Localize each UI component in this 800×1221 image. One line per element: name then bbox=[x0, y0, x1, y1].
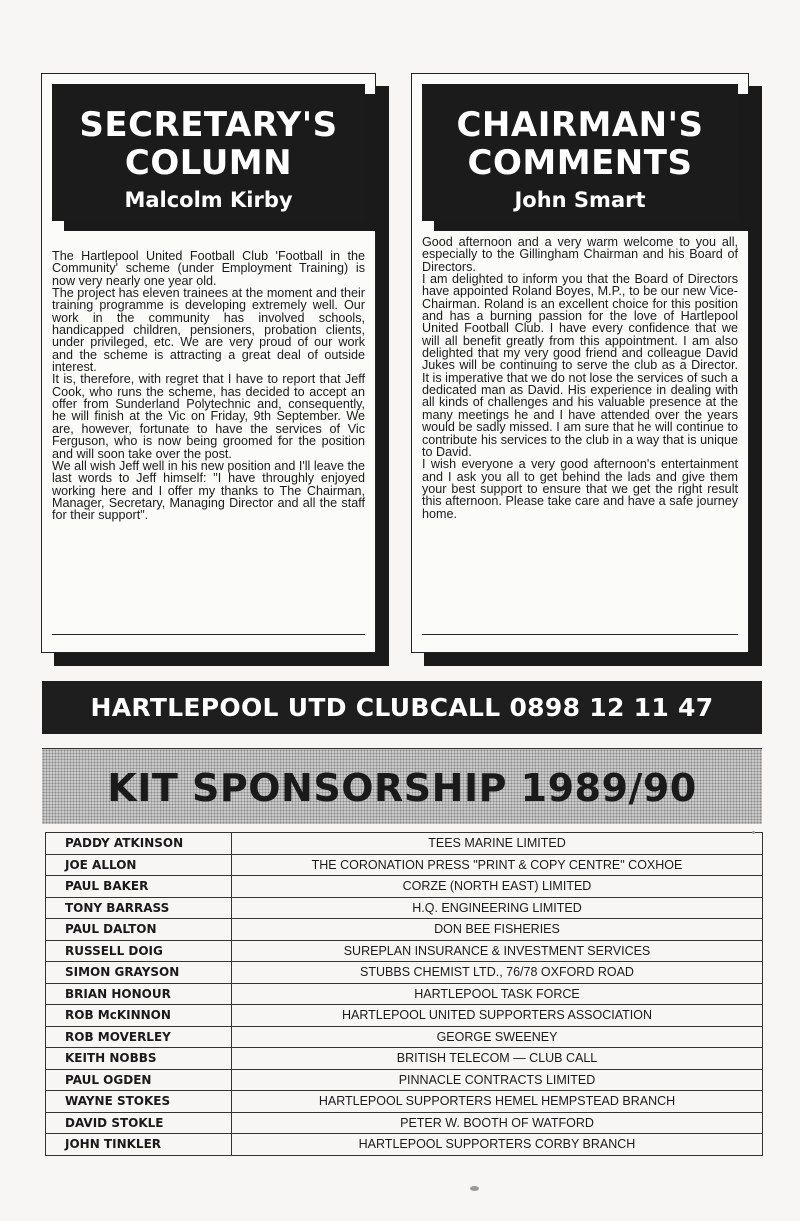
player-name: RUSSELL DOIG bbox=[46, 940, 232, 962]
chairman-author: John Smart bbox=[514, 188, 646, 212]
table-row bbox=[46, 1026, 763, 1048]
player-name: ROB MOVERLEY bbox=[46, 1026, 232, 1048]
secretary-paragraph: The project has eleven trainees at the moment and their training programme is developing extremely well. Our work in the community has involved schools, handicapped children, pensioners, probation clients, under privileged, etc. We are very proud of our work and the scheme is attracting a great deal of outside interest. bbox=[52, 286, 365, 375]
sponsor-name: HARTLEPOOL SUPPORTERS HEMEL HEMPSTEAD BRANCH bbox=[232, 1091, 763, 1113]
chairman-title-line2: COMMENTS bbox=[467, 143, 693, 183]
table-row bbox=[46, 1048, 763, 1070]
player-name: PAUL OGDEN bbox=[46, 1069, 232, 1091]
sponsor-name: PINNACLE CONTRACTS LIMITED bbox=[232, 1069, 763, 1091]
chairman-column bbox=[411, 73, 749, 653]
chairman-paragraph: Good afternoon and a very warm welcome to you all, especially to the Gillingham Chairman and his Board of Directors. bbox=[422, 235, 738, 274]
table-row bbox=[46, 1112, 763, 1134]
table-row bbox=[46, 940, 763, 962]
sponsorship-table bbox=[45, 832, 763, 1156]
player-name: PAUL DALTON bbox=[46, 919, 232, 941]
table-row bbox=[46, 983, 763, 1005]
chairman-title-line1: CHAIRMAN'S bbox=[456, 105, 704, 145]
sponsor-name: HARTLEPOOL UNITED SUPPORTERS ASSOCIATION bbox=[232, 1005, 763, 1027]
secretary-title-line1: SECRETARY'S bbox=[79, 105, 338, 145]
sponsor-name: BRITISH TELECOM — CLUB CALL bbox=[232, 1048, 763, 1070]
sponsor-name: GEORGE SWEENEY bbox=[232, 1026, 763, 1048]
sponsor-name: H.Q. ENGINEERING LIMITED bbox=[232, 897, 763, 919]
player-name: JOHN TINKLER bbox=[46, 1134, 232, 1156]
table-row bbox=[46, 833, 763, 855]
sponsor-name: THE CORONATION PRESS "PRINT & COPY CENTRE" COXHOE bbox=[232, 854, 763, 876]
sponsor-name: HARTLEPOOL SUPPORTERS CORBY BRANCH bbox=[232, 1134, 763, 1156]
sponsor-name: STUBBS CHEMIST LTD., 76/78 OXFORD ROAD bbox=[232, 962, 763, 984]
player-name: KEITH NOBBS bbox=[46, 1048, 232, 1070]
player-name: DAVID STOKLE bbox=[46, 1112, 232, 1134]
table-row bbox=[46, 1005, 763, 1027]
sponsor-name: SUREPLAN INSURANCE & INVESTMENT SERVICES bbox=[232, 940, 763, 962]
table-row bbox=[46, 854, 763, 876]
secretary-column bbox=[41, 73, 376, 653]
sponsor-name: TEES MARINE LIMITED bbox=[232, 833, 763, 855]
table-row bbox=[46, 876, 763, 898]
secretary-paragraph: The Hartlepool United Football Club 'Football in the Community' scheme (under Employment Training) is now very nearly one year old. bbox=[52, 249, 365, 288]
chairman-header bbox=[422, 84, 738, 221]
chairman-divider bbox=[422, 634, 738, 635]
sponsor-name: CORZE (NORTH EAST) LIMITED bbox=[232, 876, 763, 898]
player-name: PAUL BAKER bbox=[46, 876, 232, 898]
clubcall-banner: HARTLEPOOL UTD CLUBCALL 0898 12 11 47 bbox=[42, 681, 762, 734]
player-name: WAYNE STOKES bbox=[46, 1091, 232, 1113]
secretary-paragraph: We all wish Jeff well in his new position and I'll leave the last words to Jeff himself: "I have throughly enjoyed working here and I offer my thanks to The Chairman, Manager, Secretary, Managing Director and all the staff for their support". bbox=[52, 458, 365, 523]
secretary-paragraph: It is, therefore, with regret that I have to report that Jeff Cook, who runs the scheme, has decided to accept an offer from Sunderland Polytechnic and, consequently, he will finish at the Vic on Friday, 9th September. We are, however, fortunate to have the services of Vic Ferguson, who is now being groomed for the position and will soon take over the post. bbox=[52, 372, 365, 461]
table-row bbox=[46, 1134, 763, 1156]
player-name: JOE ALLON bbox=[46, 854, 232, 876]
table-row bbox=[46, 1069, 763, 1091]
sponsor-name: HARTLEPOOL TASK FORCE bbox=[232, 983, 763, 1005]
table-row bbox=[46, 962, 763, 984]
paper-speck bbox=[752, 831, 755, 834]
secretary-title-line2: COLUMN bbox=[124, 143, 293, 183]
player-name: SIMON GRAYSON bbox=[46, 962, 232, 984]
player-name: TONY BARRASS bbox=[46, 897, 232, 919]
table-row bbox=[46, 1091, 763, 1113]
table-row bbox=[46, 919, 763, 941]
kit-sponsorship-title: KIT SPONSORSHIP 1989/90 bbox=[107, 766, 697, 810]
chairman-paragraph: I am delighted to inform you that the Board of Directors have appointed Roland Boyes, M.P., to be our new Vice-Chairman. Roland is an excellent choice for this position and has a burning passion for the love of Hartlepool United Football Club. I have every confidence that we will all benefit greatly from this appointment. I am also delighted that my very good friend and colleague David Jukes will be continuing to serve the club as a Director. It is imperative that we do not lose the services of such a dedicated man as David. His experience in dealing with all kinds of challenges and his valuable presence at the many meetings he and I have attended over the years would be sadly missed. I am sure that he will continue to contribute his services to the club in a way that is unique to David. bbox=[422, 272, 738, 459]
secretary-author: Malcolm Kirby bbox=[124, 188, 293, 212]
player-name: ROB McKINNON bbox=[46, 1005, 232, 1027]
secretary-body bbox=[52, 250, 365, 522]
paper-speck bbox=[470, 1186, 479, 1191]
player-name: BRIAN HONOUR bbox=[46, 983, 232, 1005]
table-row bbox=[46, 897, 763, 919]
chairman-body bbox=[422, 236, 738, 520]
chairman-paragraph: I wish everyone a very good afternoon's entertainment and I ask you all to get behind the lads and give them your best support to ensure that we get the right result this afternoon. Please take care and have a safe journey home. bbox=[422, 457, 738, 521]
secretary-divider bbox=[52, 634, 365, 635]
kit-sponsorship-header bbox=[42, 748, 762, 824]
secretary-header bbox=[52, 84, 365, 221]
sponsor-name: PETER W. BOOTH OF WATFORD bbox=[232, 1112, 763, 1134]
player-name: PADDY ATKINSON bbox=[46, 833, 232, 855]
sponsor-name: DON BEE FISHERIES bbox=[232, 919, 763, 941]
